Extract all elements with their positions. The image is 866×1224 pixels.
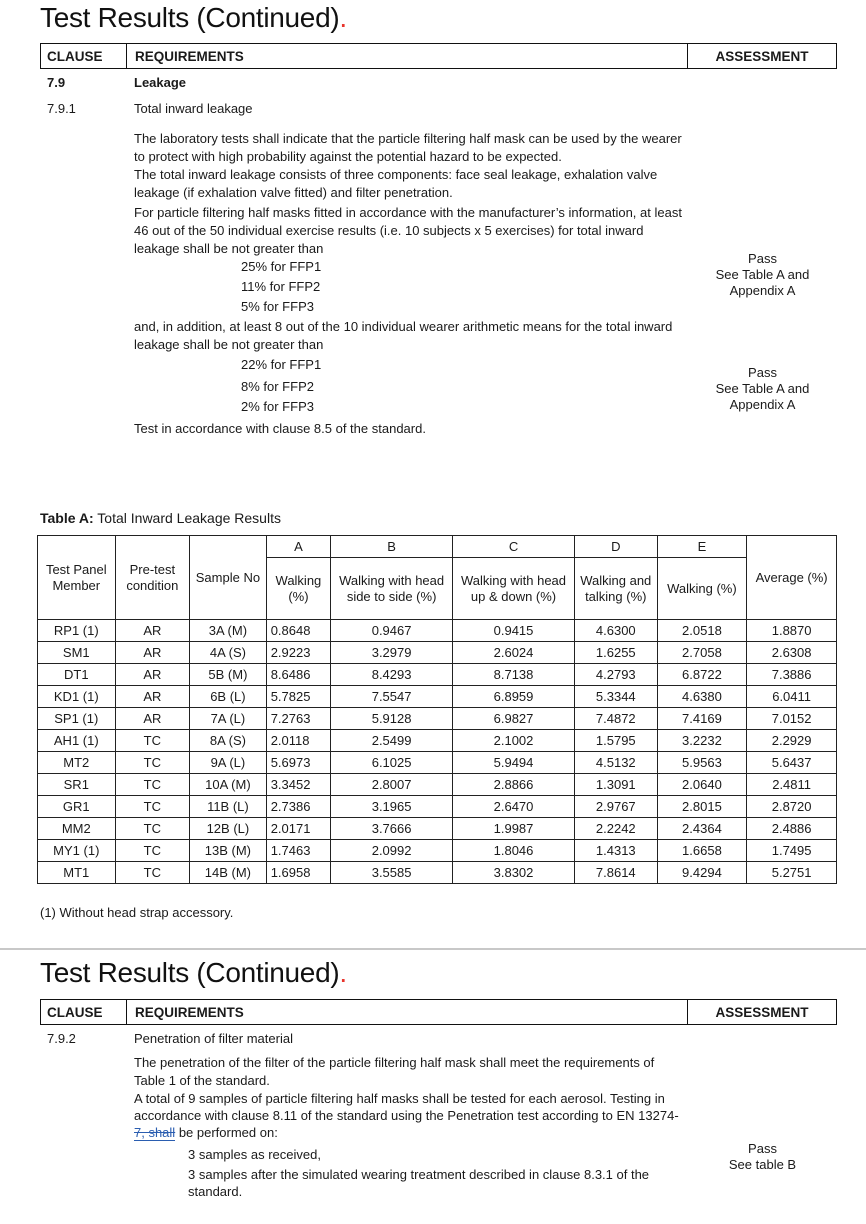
test-panel-member-cell: MY1 (1) bbox=[38, 840, 116, 862]
pre-test-condition-cell: AR bbox=[115, 620, 190, 642]
walking-head-up-down-cell: 6.8959 bbox=[453, 686, 575, 708]
header-test-panel-member: Test Panel Member bbox=[38, 536, 116, 620]
pre-test-condition-cell: TC bbox=[115, 752, 190, 774]
sample-no-cell: 6B (L) bbox=[190, 686, 267, 708]
sample-no-cell: 13B (M) bbox=[190, 840, 267, 862]
sample-no-cell: 12B (L) bbox=[190, 818, 267, 840]
assessment-result: Pass See Table A and Appendix A bbox=[715, 251, 810, 298]
sample-no-cell: 8A (S) bbox=[190, 730, 267, 752]
clause-column-header: CLAUSE bbox=[41, 1000, 127, 1024]
clause-header-row bbox=[40, 43, 837, 69]
limit-item: 22% for FFP1 bbox=[241, 357, 322, 372]
walking-a-cell: 5.7825 bbox=[266, 686, 330, 708]
requirement-paragraph: The total inward leakage consists of three components: face seal leakage, exhalation valve leakage (if exhalation valve fitted) and filter penetration. bbox=[134, 167, 658, 200]
test-clause-note: Test in accordance with clause 8.5 of the standard. bbox=[134, 421, 426, 436]
header-letter-d: D bbox=[574, 536, 657, 558]
clause-number: 7.9 bbox=[47, 75, 66, 90]
limit-item: 8% for FFP2 bbox=[241, 379, 314, 394]
walking-head-side-cell: 2.5499 bbox=[331, 730, 453, 752]
walking-e-cell: 2.0518 bbox=[657, 620, 747, 642]
table-row bbox=[38, 796, 837, 818]
walking-head-up-down-cell: 0.9415 bbox=[453, 620, 575, 642]
walking-a-cell: 1.6958 bbox=[266, 862, 330, 884]
test-panel-member-cell: SR1 bbox=[38, 774, 116, 796]
table-row bbox=[38, 862, 837, 884]
walking-a-cell: 7.2763 bbox=[266, 708, 330, 730]
test-panel-member-cell: SM1 bbox=[38, 642, 116, 664]
walking-head-up-down-cell: 2.8866 bbox=[453, 774, 575, 796]
walking-e-cell: 9.4294 bbox=[657, 862, 747, 884]
sub-clause-title: Penetration of filter material bbox=[134, 1031, 293, 1046]
pre-test-condition-cell: TC bbox=[115, 796, 190, 818]
walking-head-side-cell: 0.9467 bbox=[331, 620, 453, 642]
sample-no-cell: 3A (M) bbox=[190, 620, 267, 642]
walking-head-up-down-cell: 2.6024 bbox=[453, 642, 575, 664]
table-row bbox=[38, 752, 837, 774]
test-panel-member-cell: MT1 bbox=[38, 862, 116, 884]
average-cell: 1.8870 bbox=[747, 620, 837, 642]
sub-clause-title: Total inward leakage bbox=[134, 101, 253, 116]
test-panel-member-cell: RP1 (1) bbox=[38, 620, 116, 642]
title-dot: . bbox=[339, 2, 347, 33]
sample-no-cell: 14B (M) bbox=[190, 862, 267, 884]
walking-head-up-down-cell: 1.9987 bbox=[453, 818, 575, 840]
walking-head-side-cell: 3.2979 bbox=[331, 642, 453, 664]
average-cell: 6.0411 bbox=[747, 686, 837, 708]
requirements-column-header: REQUIREMENTS bbox=[127, 1000, 688, 1024]
walking-e-cell: 3.2232 bbox=[657, 730, 747, 752]
tracked-deletion: 7, shall bbox=[134, 1125, 176, 1140]
average-cell: 2.6308 bbox=[747, 642, 837, 664]
average-cell: 2.4811 bbox=[747, 774, 837, 796]
walking-talking-cell: 4.2793 bbox=[574, 664, 657, 686]
header-letter-c: C bbox=[453, 536, 575, 558]
walking-talking-cell: 7.4872 bbox=[574, 708, 657, 730]
table-row bbox=[38, 818, 837, 840]
test-panel-member-cell: DT1 bbox=[38, 664, 116, 686]
walking-e-cell: 4.6380 bbox=[657, 686, 747, 708]
average-cell: 2.8720 bbox=[747, 796, 837, 818]
sample-no-cell: 9A (L) bbox=[190, 752, 267, 774]
pre-test-condition-cell: TC bbox=[115, 774, 190, 796]
sample-no-cell: 11B (L) bbox=[190, 796, 267, 818]
limit-item: 11% for FFP2 bbox=[241, 279, 321, 294]
walking-e-cell: 6.8722 bbox=[657, 664, 747, 686]
header-average: Average (%) bbox=[747, 536, 837, 620]
table-row bbox=[38, 840, 837, 862]
walking-head-side-cell: 3.5585 bbox=[331, 862, 453, 884]
page-title: Test Results (Continued). bbox=[40, 2, 347, 33]
walking-head-side-cell: 5.9128 bbox=[331, 708, 453, 730]
average-cell: 7.3886 bbox=[747, 664, 837, 686]
walking-e-cell: 2.8015 bbox=[657, 796, 747, 818]
table-row bbox=[38, 730, 837, 752]
assessment-result: Pass See table B bbox=[728, 1141, 797, 1172]
table-body bbox=[38, 620, 837, 884]
header-letter-b: B bbox=[331, 536, 453, 558]
header-letter-a: A bbox=[266, 536, 330, 558]
sample-no-cell: 5B (M) bbox=[190, 664, 267, 686]
walking-head-up-down-cell: 8.7138 bbox=[453, 664, 575, 686]
table-row bbox=[38, 620, 837, 642]
walking-head-up-down-cell: 1.8046 bbox=[453, 840, 575, 862]
walking-a-cell: 3.3452 bbox=[266, 774, 330, 796]
walking-head-side-cell: 2.0992 bbox=[331, 840, 453, 862]
title-dot: . bbox=[339, 957, 347, 988]
requirement-paragraph: and, in addition, at least 8 out of the 10 individual wearer arithmetic means for the total inward leakage shall be not greater than bbox=[134, 319, 673, 352]
walking-talking-cell: 7.8614 bbox=[574, 862, 657, 884]
walking-talking-cell: 2.2242 bbox=[574, 818, 657, 840]
walking-head-side-cell: 3.7666 bbox=[331, 818, 453, 840]
test-panel-member-cell: AH1 (1) bbox=[38, 730, 116, 752]
walking-e-cell: 5.9563 bbox=[657, 752, 747, 774]
header-pre-test-condition: Pre-test condition bbox=[115, 536, 190, 620]
walking-a-cell: 2.7386 bbox=[266, 796, 330, 818]
walking-head-up-down-cell: 2.1002 bbox=[453, 730, 575, 752]
table-row bbox=[38, 686, 837, 708]
walking-head-side-cell: 8.4293 bbox=[331, 664, 453, 686]
page-separator bbox=[0, 948, 866, 950]
walking-talking-cell: 2.9767 bbox=[574, 796, 657, 818]
walking-e-cell: 1.6658 bbox=[657, 840, 747, 862]
test-panel-member-cell: GR1 bbox=[38, 796, 116, 818]
walking-talking-cell: 1.3091 bbox=[574, 774, 657, 796]
test-panel-member-cell: MM2 bbox=[38, 818, 116, 840]
requirement-paragraph: The laboratory tests shall indicate that the particle filtering half mask can be used by the wearer to protect with high probability against the potential hazard to be expected. bbox=[134, 131, 682, 164]
walking-talking-cell: 4.5132 bbox=[574, 752, 657, 774]
sample-no-cell: 4A (S) bbox=[190, 642, 267, 664]
walking-a-cell: 8.6486 bbox=[266, 664, 330, 686]
walking-e-cell: 7.4169 bbox=[657, 708, 747, 730]
pre-test-condition-cell: TC bbox=[115, 818, 190, 840]
walking-head-up-down-cell: 3.8302 bbox=[453, 862, 575, 884]
walking-talking-cell: 5.3344 bbox=[574, 686, 657, 708]
sub-clause-number: 7.9.1 bbox=[47, 101, 76, 116]
walking-head-side-cell: 3.1965 bbox=[331, 796, 453, 818]
clause-header-row bbox=[40, 999, 837, 1025]
walking-head-up-down-cell: 2.6470 bbox=[453, 796, 575, 818]
walking-a-cell: 2.0171 bbox=[266, 818, 330, 840]
table-row bbox=[38, 708, 837, 730]
average-cell: 1.7495 bbox=[747, 840, 837, 862]
clause-title: Leakage bbox=[134, 75, 187, 90]
requirement-paragraph: The penetration of the filter of the particle filtering half mask shall meet the requirements of Table 1 of the standard. bbox=[134, 1055, 655, 1088]
walking-talking-cell: 1.5795 bbox=[574, 730, 657, 752]
pre-test-condition-cell: TC bbox=[115, 840, 190, 862]
pre-test-condition-cell: AR bbox=[115, 642, 190, 664]
pre-test-condition-cell: AR bbox=[115, 686, 190, 708]
walking-a-cell: 0.8648 bbox=[266, 620, 330, 642]
sub-clause-number: 7.9.2 bbox=[47, 1031, 76, 1046]
header-walking-talking: Walking and talking (%) bbox=[574, 558, 657, 620]
walking-talking-cell: 1.6255 bbox=[574, 642, 657, 664]
sample-no-cell: 10A (M) bbox=[190, 774, 267, 796]
walking-e-cell: 2.4364 bbox=[657, 818, 747, 840]
test-panel-member-cell: MT2 bbox=[38, 752, 116, 774]
assessment-column-header: ASSESSMENT bbox=[715, 1004, 809, 1020]
walking-head-side-cell: 2.8007 bbox=[331, 774, 453, 796]
table-row bbox=[38, 642, 837, 664]
average-cell: 5.2751 bbox=[747, 862, 837, 884]
average-cell: 2.4886 bbox=[747, 818, 837, 840]
sample-no-cell: 7A (L) bbox=[190, 708, 267, 730]
table-footnote: (1) Without head strap accessory. bbox=[40, 905, 234, 920]
walking-a-cell: 2.0118 bbox=[266, 730, 330, 752]
pre-test-condition-cell: AR bbox=[115, 664, 190, 686]
walking-talking-cell: 1.4313 bbox=[574, 840, 657, 862]
sample-list-item: 3 samples as received, bbox=[188, 1147, 321, 1162]
walking-e-cell: 2.7058 bbox=[657, 642, 747, 664]
header-walking-head-up-down: Walking with head up & down (%) bbox=[453, 558, 575, 620]
header-sample-no: Sample No bbox=[190, 536, 267, 620]
walking-e-cell: 2.0640 bbox=[657, 774, 747, 796]
total-inward-leakage-table bbox=[37, 535, 837, 884]
test-panel-member-cell: SP1 (1) bbox=[38, 708, 116, 730]
walking-head-side-cell: 6.1025 bbox=[331, 752, 453, 774]
limit-item: 25% for FFP1 bbox=[241, 259, 322, 274]
walking-head-up-down-cell: 5.9494 bbox=[453, 752, 575, 774]
assessment-result: Pass See Table A and Appendix A bbox=[715, 365, 810, 412]
table-row bbox=[38, 664, 837, 686]
assessment-column-header: ASSESSMENT bbox=[715, 48, 809, 64]
limit-item: 2% for FFP3 bbox=[241, 399, 314, 414]
requirement-paragraph: A total of 9 samples of particle filtering half masks shall be tested for each aerosol. Testing in accordance with clause 8.11 of the standard using the Penetration test according to EN 13274-7, shall be performed on: bbox=[134, 1091, 679, 1140]
header-walking-head-side: Walking with head side to side (%) bbox=[331, 558, 453, 620]
table-caption: Table A: Total Inward Leakage Results bbox=[40, 510, 281, 526]
header-letter-e: E bbox=[657, 536, 747, 558]
pre-test-condition-cell: AR bbox=[115, 708, 190, 730]
walking-talking-cell: 4.6300 bbox=[574, 620, 657, 642]
header-walking: Walking (%) bbox=[266, 558, 330, 620]
average-cell: 7.0152 bbox=[747, 708, 837, 730]
limit-item: 5% for FFP3 bbox=[241, 299, 314, 314]
clause-column-header: CLAUSE bbox=[41, 44, 127, 68]
average-cell: 2.2929 bbox=[747, 730, 837, 752]
header-walking-e: Walking (%) bbox=[657, 558, 747, 620]
walking-a-cell: 1.7463 bbox=[266, 840, 330, 862]
pre-test-condition-cell: TC bbox=[115, 730, 190, 752]
walking-a-cell: 2.9223 bbox=[266, 642, 330, 664]
walking-head-up-down-cell: 6.9827 bbox=[453, 708, 575, 730]
pre-test-condition-cell: TC bbox=[115, 862, 190, 884]
requirements-column-header: REQUIREMENTS bbox=[127, 44, 688, 68]
walking-head-side-cell: 7.5547 bbox=[331, 686, 453, 708]
sample-list-item: 3 samples after the simulated wearing treatment described in clause 8.3.1 of the standard. bbox=[188, 1167, 650, 1199]
average-cell: 5.6437 bbox=[747, 752, 837, 774]
page-title: Test Results (Continued). bbox=[40, 957, 347, 988]
requirement-paragraph: For particle filtering half masks fitted in accordance with the manufacturer’s information, at least 46 out of the 50 individual exercise results (i.e. 10 subjects x 5 exercises) for total inward leakage shall be not greater than bbox=[134, 205, 682, 256]
table-row bbox=[38, 774, 837, 796]
walking-a-cell: 5.6973 bbox=[266, 752, 330, 774]
test-panel-member-cell: KD1 (1) bbox=[38, 686, 116, 708]
